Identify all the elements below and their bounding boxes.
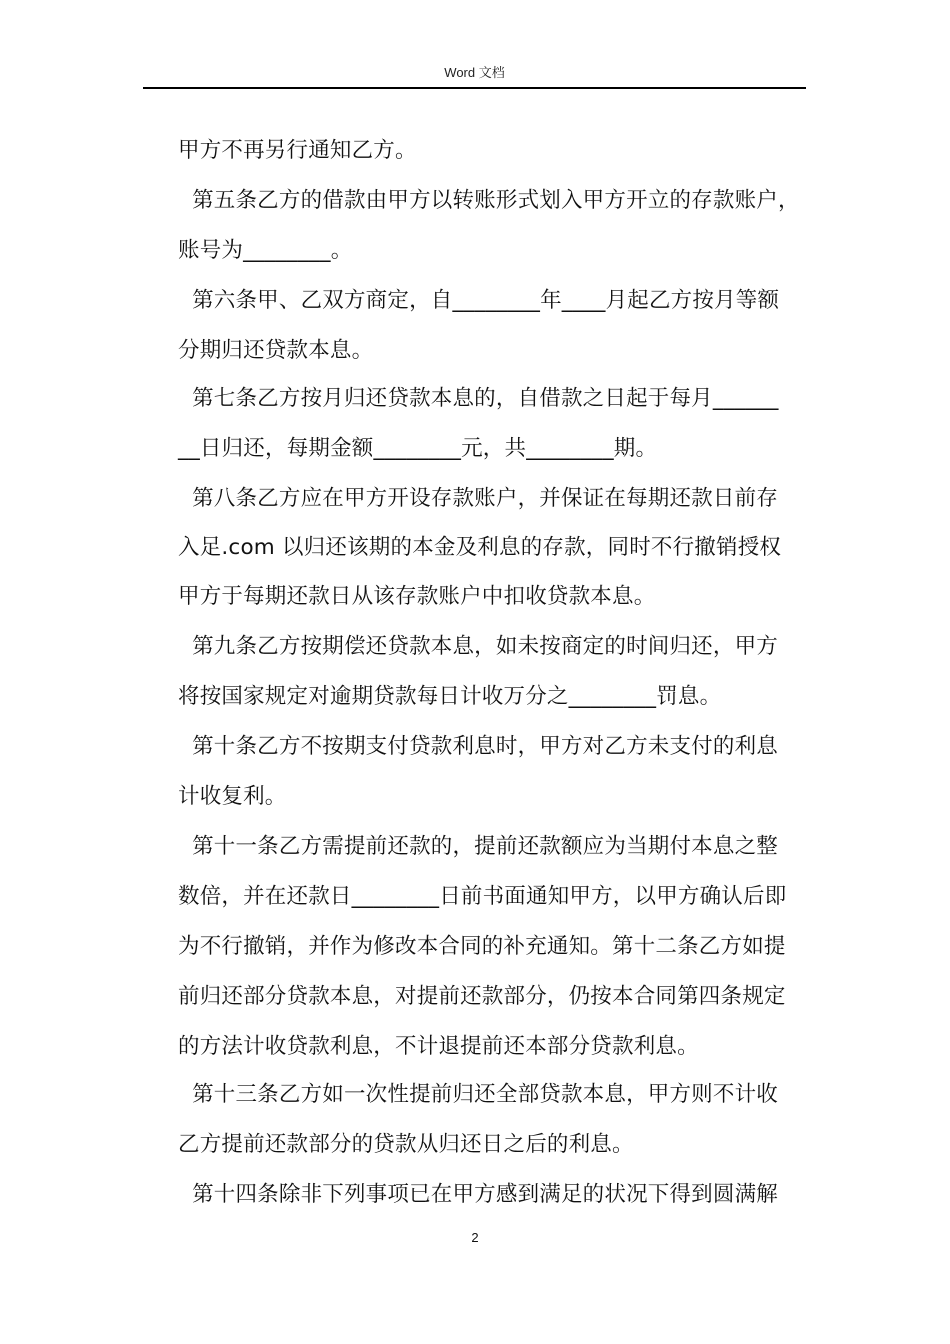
text-line: 的方法计收贷款利息，不计退提前还本部分贷款利息。 — [178, 1034, 699, 1059]
page-number: 2 — [471, 1230, 479, 1245]
text-line: 第七条乙方按月归还贷款本息的，自借款之日起于每月______ — [178, 386, 779, 411]
text-line: 入足.com 以归还该期的本金及利息的存款，同时不行撤销授权 — [178, 535, 782, 560]
text-line: 为不行撤销，并作为修改本合同的补充通知。第十二条乙方如提 — [178, 934, 786, 959]
text-line: 第五条乙方的借款由甲方以转账形式划入甲方开立的存款账户， — [178, 188, 800, 213]
text-line: 第十条乙方不按期支付贷款利息时，甲方对乙方未支付的利息 — [178, 734, 778, 759]
text-line: 第六条甲、乙双方商定，自________年____月起乙方按月等额 — [178, 288, 780, 313]
text-line: __日归还，每期金额________元，共________期。 — [178, 436, 658, 461]
text-line: 乙方提前还款部分的贷款从归还日之后的利息。 — [178, 1132, 634, 1157]
text-line: 计收复利。 — [178, 784, 287, 809]
text-line: 甲方于每期还款日从该存款账户中扣收贷款本息。 — [178, 584, 656, 609]
text-line: 甲方不再另行通知乙方。 — [178, 138, 417, 163]
text-line: 第十三条乙方如一次性提前归还全部贷款本息，甲方则不计收 — [178, 1082, 778, 1107]
text-line: 账号为________。 — [178, 238, 353, 263]
text-line: 前归还部分贷款本息，对提前还款部分，仍按本合同第四条规定 — [178, 984, 786, 1009]
text-line: 第九条乙方按期偿还贷款本息，如未按商定的时间归还，甲方 — [178, 634, 778, 659]
text-line: 第十四条除非下列事项已在甲方感到满足的状况下得到圆满解 — [178, 1182, 778, 1207]
text-line: 数倍，并在还款日________日前书面通知甲方，以甲方确认后即 — [178, 884, 787, 909]
text-line: 第十一条乙方需提前还款的，提前还款额应为当期付本息之整 — [178, 834, 778, 859]
text-line: 分期归还贷款本息。 — [178, 338, 374, 363]
text-line: 将按国家规定对逾期贷款每日计收万分之________罚息。 — [178, 684, 722, 709]
header-divider — [143, 87, 806, 89]
page-header: Word 文档 — [444, 65, 505, 80]
text-line: 第八条乙方应在甲方开设存款账户，并保证在每期还款日前存 — [178, 486, 778, 511]
